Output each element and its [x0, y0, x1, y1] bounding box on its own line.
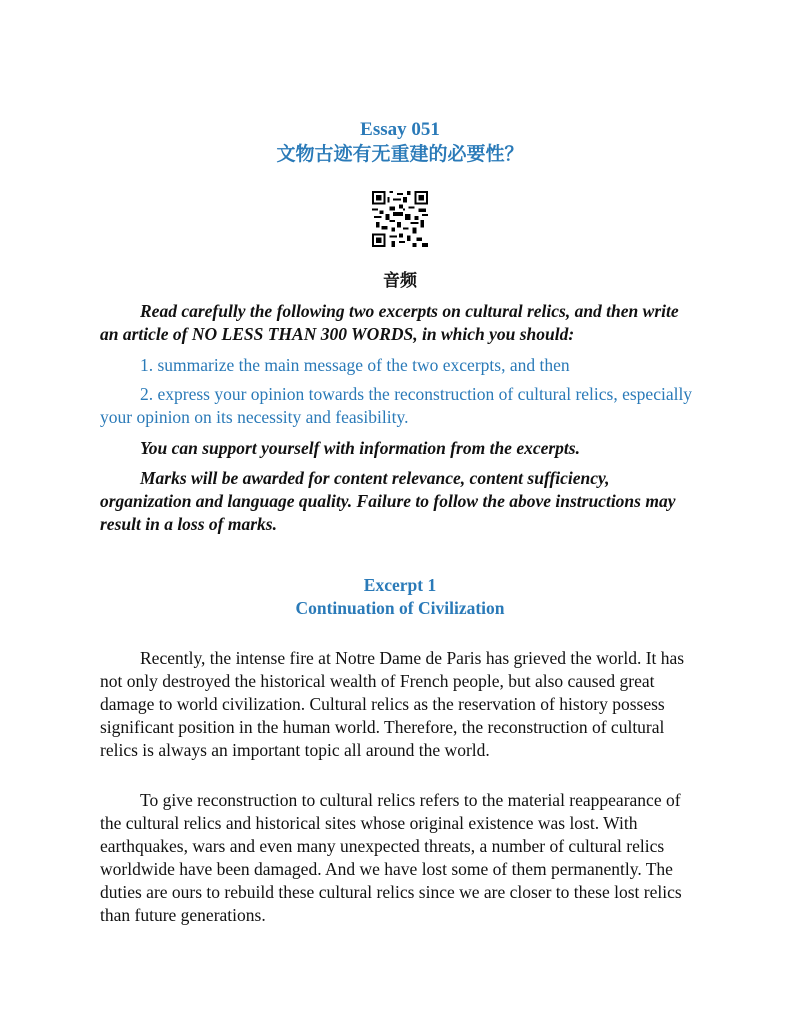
- essay-number: Essay 051: [360, 119, 440, 140]
- excerpt-paragraph-1: Recently, the intense fire at Notre Dame de Paris has grieved the world. It has not only destroyed the historical wealth of French people, but also caused great damage to world civilization. Cultural relics as the reservation of history possess significant position in the human world. Therefore, the reconstruction of cultural relics is always an important topic all around the world.: [100, 648, 685, 760]
- instructions-marks: Marks will be awarded for content relevance, content sufficiency, organization and language quality. Failure to follow the above instructions may result in a loss of marks.: [100, 468, 676, 534]
- instruction-point-2: 2. express your opinion towards the reconstruction of cultural relics, especially your opinion on its necessity and feasibility.: [100, 384, 693, 427]
- audio-label: 音频: [383, 271, 417, 291]
- excerpt-label: Excerpt 1: [363, 575, 437, 595]
- excerpt-paragraph-2: To give reconstruction to cultural relics refers to the material reappearance of the cultural relics and historical sites whose original existence was lost. With earthquakes, wars and even many unexpected threats, a number of cultural relics worldwide have been damaged. And we have lost some of them permanently. The duties are ours to rebuild these cultural relics since we are closer to these lost relics than future generations.: [100, 790, 682, 925]
- excerpt-title: Continuation of Civilization: [295, 598, 505, 618]
- qr-code-icon[interactable]: [372, 191, 428, 247]
- instruction-point-1: 1. summarize the main message of the two excerpts, and then: [140, 355, 570, 375]
- instructions-intro: Read carefully the following two excerpts on cultural relics, and then write an article of NO LESS THAN 300 WORDS, in which you should:: [100, 301, 679, 344]
- chinese-title: 文物古迹有无重建的必要性？: [276, 143, 524, 165]
- instructions-support: You can support yourself with information from the excerpts.: [140, 438, 580, 458]
- essay-title: [100, 118, 700, 166]
